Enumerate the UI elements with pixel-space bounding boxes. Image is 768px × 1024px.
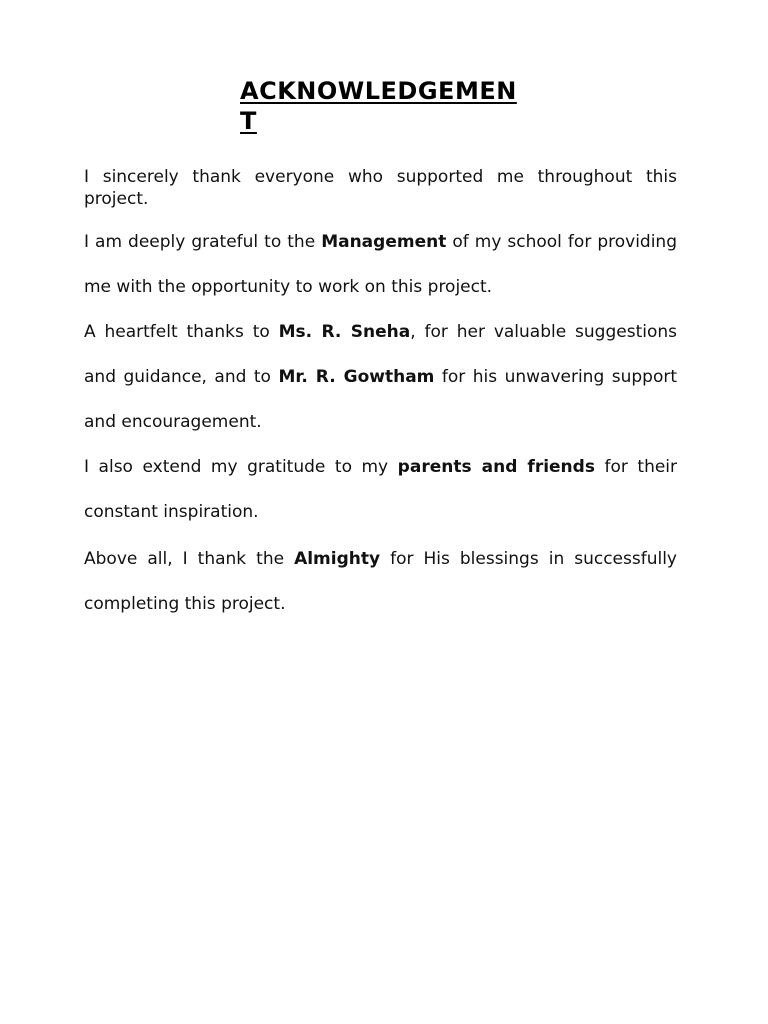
paragraph-5-text-1: Above all, I thank the (84, 549, 295, 569)
almighty: Almighty (294, 549, 381, 569)
paragraph-2-text-1: I am deeply grateful to the (84, 232, 322, 252)
teacher-name-sneha: Ms. R. Sneha (278, 322, 411, 342)
paragraph-5 (84, 537, 677, 627)
parents-and-friends: parents and friends (397, 457, 595, 477)
paragraph-2-text-2: of my school for providing me with the opportunity to work on this project. (84, 232, 677, 297)
paragraph-2 (84, 220, 677, 310)
paragraph-3 (84, 310, 677, 445)
paragraph-3-text-1: A heartfelt thanks to (84, 322, 279, 342)
paragraph-4-text-2: for their constant inspiration. (84, 457, 678, 522)
paragraph-1-text: I sincerely thank everyone who supported me throughout this project. (84, 167, 677, 209)
page-title: ACKNOWLEDGEMENT (240, 77, 517, 135)
paragraph-4-text-1: I also extend my gratitude to my (84, 457, 398, 477)
management-name: Management (321, 232, 447, 252)
paragraph-5-text-2: for His blessings in successfully completing this project. (84, 549, 677, 614)
paragraph-1 (84, 166, 677, 210)
teacher-name-gowtham: Mr. R. Gowtham (278, 367, 435, 387)
paragraph-4 (84, 445, 677, 535)
paragraph-3-text-3: for his unwavering support and encouragement. (84, 367, 677, 432)
paragraph-3-text-2: , for her valuable suggestions and guidance, and to (84, 322, 677, 387)
